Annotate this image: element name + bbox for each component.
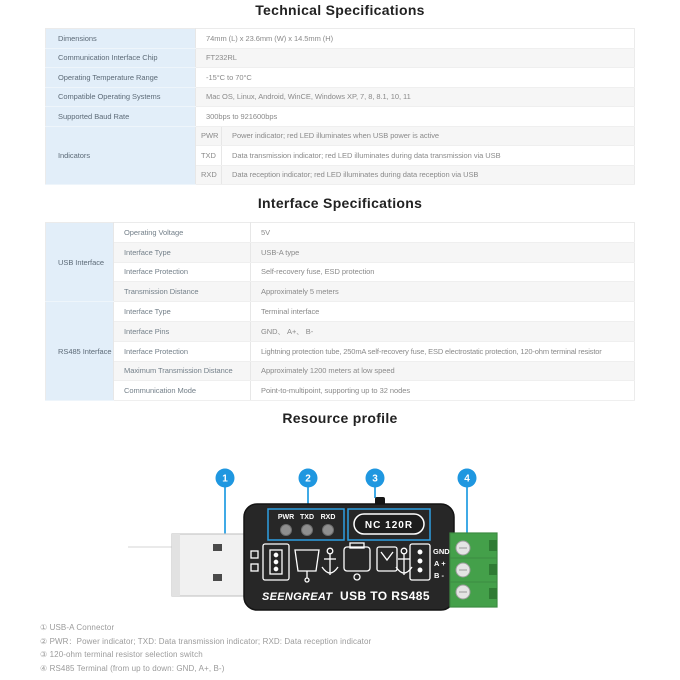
table-row <box>46 282 635 302</box>
spec-value: FT232RL <box>196 48 635 68</box>
group-label-usb: USB Interface <box>46 223 114 302</box>
led-label-rxd: RXD <box>320 514 336 521</box>
table-row <box>46 262 635 282</box>
spec-label: Interface Protection <box>114 341 251 361</box>
brand-text: SEENGREAT <box>262 591 333 603</box>
footnote-usb-connector: ① USB-A Connector <box>40 623 115 632</box>
spec-label: Operating Temperature Range <box>46 68 196 88</box>
spec-label: Communication Mode <box>114 381 251 401</box>
led-label-txd: TXD <box>300 514 314 521</box>
callout-2-number: 2 <box>305 473 311 485</box>
callout-markers <box>216 469 477 488</box>
table-row <box>46 302 635 322</box>
table-row <box>46 68 635 88</box>
table-row <box>46 361 635 381</box>
rxd-led-icon <box>323 525 334 536</box>
indicator-name: RXD <box>196 165 222 185</box>
spec-label: Interface Type <box>114 302 251 322</box>
table-row <box>46 242 635 262</box>
spec-label-indicators: Indicators <box>46 126 196 185</box>
spec-value: Self-recovery fuse, ESD protection <box>251 262 635 282</box>
product-text: USB TO RS485 <box>340 589 430 603</box>
spec-label: Maximum Transmission Distance <box>114 361 251 381</box>
switch-label: NC 120R <box>364 520 414 531</box>
txd-led-icon <box>302 525 313 536</box>
device-illustration <box>0 448 680 620</box>
pin-label-b-minus: B - <box>434 571 444 580</box>
usb-a-connector <box>172 534 252 596</box>
spec-value: Point-to-multipoint, supporting up to 32 nodes <box>251 381 635 401</box>
table-row <box>46 126 635 146</box>
group-label-rs485: RS485 Interface <box>46 302 114 401</box>
spec-label: Compatible Operating Systems <box>46 87 196 107</box>
footnote-rs485-terminal: ④ RS485 Terminal (from up to down: GND, A+, B-) <box>40 663 225 673</box>
spec-value: 74mm (L) x 23.6mm (W) x 14.5mm (H) <box>196 29 635 49</box>
interface-specifications-title: Interface Specifications <box>257 195 423 211</box>
terminal-slot <box>489 564 497 575</box>
callout-4-number: 4 <box>464 473 470 485</box>
indicator-desc: Data reception indicator; red LED illuminates during data reception via USB <box>222 165 635 185</box>
table-row <box>46 341 635 361</box>
pwr-led-icon <box>281 525 292 536</box>
spec-value: -15°C to 70°C <box>196 68 635 88</box>
footnote-indicators: ② PWR：Power indicator; TXD: Data transmission indicator; RXD: Data reception indicator <box>40 636 372 646</box>
rs485-terminal-block <box>450 533 497 607</box>
table-row <box>46 321 635 341</box>
spec-value: GND、 A+、 B- <box>251 321 635 341</box>
indicator-desc: Data transmission indicator; red LED illuminates during data transmission via USB <box>222 146 635 166</box>
led-label-pwr: PWR <box>277 514 295 521</box>
pin-label-a-plus: A + <box>434 559 446 568</box>
table-row <box>46 48 635 68</box>
callout-3-number: 3 <box>372 473 378 485</box>
spec-value: Lightning protection tube, 250mA self-recovery fuse, ESD electrostatic protection, 120-ohm terminal resistor <box>251 341 635 361</box>
spec-value: Approximately 5 meters <box>251 282 635 302</box>
spec-value: Approximately 1200 meters at low speed <box>251 361 635 381</box>
spec-label: Interface Protection <box>114 262 251 282</box>
terminal-slot <box>489 540 497 551</box>
indicator-name: PWR <box>196 126 222 146</box>
spec-label: Dimensions <box>46 29 196 49</box>
interface-specifications-table <box>45 222 635 401</box>
table-row <box>46 381 635 401</box>
resource-profile-title: Resource profile <box>282 410 398 426</box>
spec-value: 300bps to 921600bps <box>196 107 635 127</box>
spec-label: Operating Voltage <box>114 223 251 243</box>
technical-specifications-title: Technical Specifications <box>255 2 425 18</box>
indicator-desc: Power indicator; red LED illuminates when USB power is active <box>222 126 635 146</box>
spec-value: 5V <box>251 223 635 243</box>
spec-label: Communication Interface Chip <box>46 48 196 68</box>
table-row <box>46 223 635 243</box>
usb-rs485-device-image <box>0 448 680 620</box>
footnote-list <box>40 621 640 675</box>
spec-value: Terminal interface <box>251 302 635 322</box>
table-row <box>46 107 635 127</box>
pin-label-gnd: GND <box>433 547 450 556</box>
table-row <box>46 87 635 107</box>
spec-label: Supported Baud Rate <box>46 107 196 127</box>
footnote-resistor-switch: ③ 120-ohm terminal resistor selection switch <box>40 650 203 659</box>
callout-1-number: 1 <box>222 473 228 485</box>
spec-value: Mac OS, Linux, Android, WinCE, Windows XP, 7, 8, 8.1, 10, 11 <box>196 87 635 107</box>
technical-specifications-table <box>45 28 635 185</box>
spec-label: Interface Type <box>114 242 251 262</box>
terminal-slot <box>489 588 497 599</box>
spec-label: Transmission Distance <box>114 282 251 302</box>
table-row <box>46 29 635 49</box>
spec-label: Interface Pins <box>114 321 251 341</box>
indicator-name: TXD <box>196 146 222 166</box>
spec-value: USB-A type <box>251 242 635 262</box>
